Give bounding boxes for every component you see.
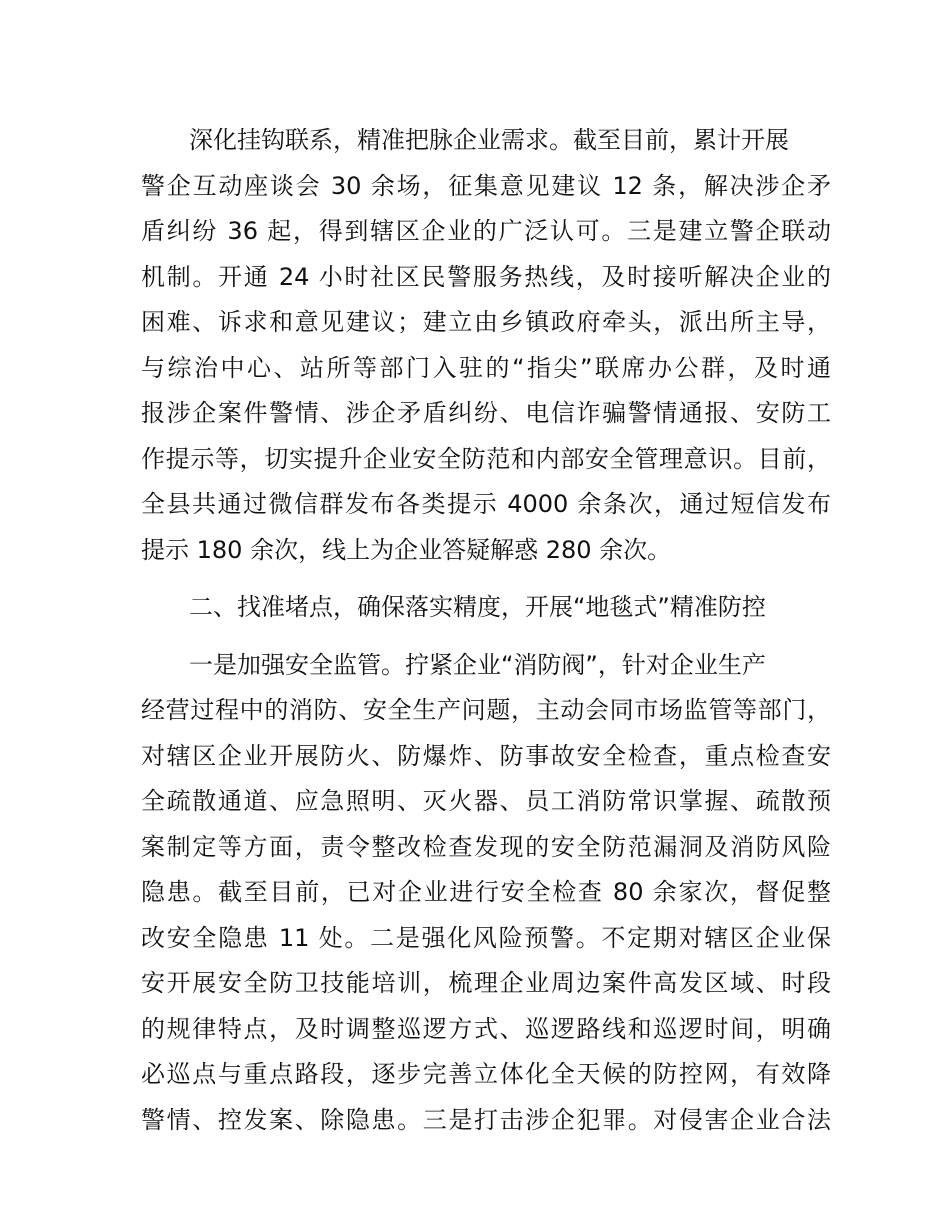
paragraph-line: 全疏散通道、应急照明、灭火器、员工消防常识掌握、疏散预	[141, 787, 831, 815]
paragraph-line: 机制。开通 24 小时社区民警服务热线，及时接听解决企业的	[141, 262, 831, 291]
paragraph-line: 与综治中心、站所等部门入驻的“指尖”联席办公群，及时通	[141, 353, 831, 382]
paragraph-line: 深化挂钩联系，精准把脉企业需求。截至目前，累计开展	[189, 126, 789, 154]
paragraph-1	[141, 118, 831, 573]
paragraph-line: 提示 180 余次，线上为企业答疑解惑 280 余次。	[141, 535, 672, 564]
paragraph-line: 作提示等，切实提升企业安全防范和内部安全管理意识。目前，	[141, 444, 831, 473]
paragraph-line: 警企互动座谈会 30 余场，征集意见建议 12 条，解决涉企矛	[141, 171, 831, 200]
paragraph-line: 安开展安全防卫技能培训，梳理企业周边案件高发区域、时段	[141, 969, 831, 997]
document-body	[141, 118, 831, 1143]
paragraph-line: 困难、诉求和意见建议；建立由乡镇政府牵头，派出所主导，	[141, 308, 831, 336]
paragraph-line: 改安全隐患 11 处。二是强化风险预警。不定期对辖区企业保	[141, 923, 831, 952]
paragraph-line: 必巡点与重点路段，逐步完善立体化全天候的防控网，有效降	[141, 1060, 831, 1088]
paragraph-line: 对辖区企业开展防火、防爆炸、防事故安全检查，重点检查安	[141, 741, 831, 770]
paragraph-2	[141, 643, 831, 1144]
paragraph-line: 全县共通过微信群发布各类提示 4000 余条次，通过短信发布	[141, 490, 831, 518]
paragraph-line: 案制定等方面，责令整改检查发现的安全防范漏洞及消防风险	[141, 832, 831, 861]
paragraph-line: 经营过程中的消防、安全生产问题，主动会同市场监管等部门，	[141, 696, 831, 724]
paragraph-line: 隐患。截至目前，已对企业进行安全检查 80 余家次，督促整	[141, 878, 831, 906]
paragraph-line: 的规律特点，及时调整巡逻方式、巡逻路线和巡逻时间，明确	[141, 1014, 831, 1043]
paragraph-line: 盾纠纷 36 起，得到辖区企业的广泛认可。三是建立警企联动	[141, 217, 831, 245]
section-heading: 二、找准堵点，确保落实精度，开展“地毯式”精准防控	[189, 593, 766, 621]
paragraph-line: 警情、控发案、除隐患。三是打击涉企犯罪。对侵害企业合法	[141, 1105, 831, 1134]
paragraph-line: 报涉企案件警情、涉企矛盾纠纷、电信诈骗警情通报、安防工	[141, 399, 831, 427]
paragraph-line: 一是加强安全监管。拧紧企业“消防阀”，针对企业生产	[189, 650, 766, 679]
